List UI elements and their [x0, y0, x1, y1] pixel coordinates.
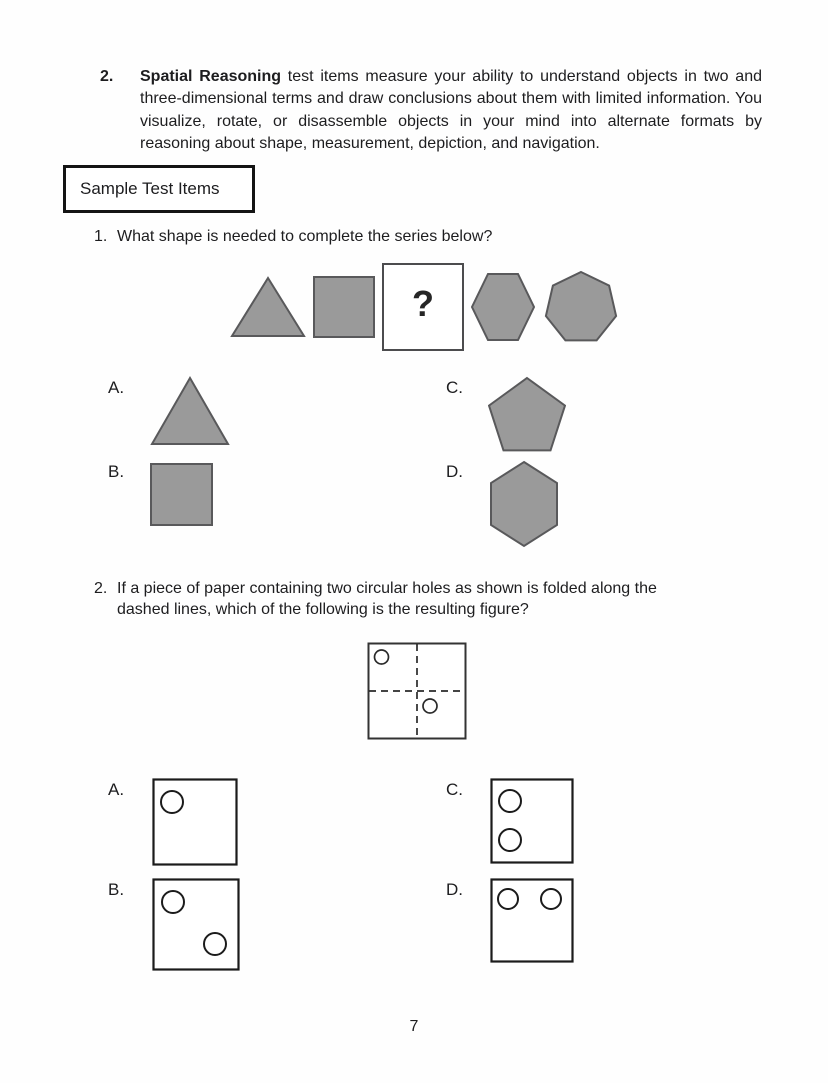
series-square-shape — [313, 276, 375, 338]
q2-option-b-label: B. — [108, 879, 125, 899]
q1-option-c — [446, 376, 828, 454]
page-number: 7 — [409, 1018, 419, 1035]
question-1-number: 1. — [94, 227, 108, 245]
question-2-number: 2. — [94, 579, 108, 597]
question-mark-placeholder: ? — [412, 283, 434, 325]
q1-option-d-label: D. — [446, 461, 463, 481]
series-triangle-shape — [230, 276, 306, 338]
question-1-text: What shape is needed to complete the series below? — [117, 227, 493, 245]
q1-option-c-pentagon-shape — [488, 376, 566, 454]
intro-lead-bold: Spatial Reasoning — [140, 68, 282, 85]
intro-body-text: test items measure your ability to understand objects in two and three-dimensional terms and draw conclusions about them with limited information. You visualize, rotate, or disassemble objects in your mind into alternate formats by reasoning about shape, measurement, depiction, and navigation. — [140, 68, 762, 153]
q2-option-d-label: D. — [446, 879, 463, 899]
q2-option-c-figure — [490, 778, 574, 864]
series-heptagon-shape — [542, 270, 620, 344]
question-2-text: If a piece of paper containing two circular holes as shown is folded along the dashed lines, which of the following is the resulting figure? — [117, 579, 657, 618]
intro-paragraph — [100, 66, 762, 156]
q1-option-b-label: B. — [108, 461, 125, 481]
intro-paragraph-text — [140, 66, 762, 156]
q2-option-b — [108, 878, 446, 971]
intro-paragraph-number: 2. — [100, 68, 114, 85]
folded-paper-figure — [367, 642, 467, 740]
paper-hole-below-center — [423, 699, 437, 713]
q1-option-b — [108, 460, 446, 548]
shape-series-figure — [230, 263, 828, 352]
question-2-options — [108, 778, 828, 971]
q1-option-d-hexagon-shape — [488, 460, 560, 548]
q1-option-a — [108, 376, 446, 454]
q2-option-d — [446, 878, 828, 971]
q1-option-b-square-shape — [150, 463, 213, 526]
series-hexagon-shape — [471, 271, 535, 343]
series-question-box — [382, 263, 464, 351]
sample-test-items-heading: Sample Test Items — [63, 165, 255, 213]
q2-option-b-figure — [152, 878, 240, 971]
q1-option-a-label: A. — [108, 377, 125, 397]
q2-option-c-label: C. — [446, 779, 463, 799]
q1-option-c-label: C. — [446, 377, 463, 397]
q2-option-c — [446, 778, 828, 866]
question-1 — [94, 226, 828, 247]
question-2 — [94, 578, 828, 620]
q1-option-d — [446, 460, 828, 548]
question-1-options — [108, 376, 828, 548]
q2-option-a-figure — [152, 778, 238, 866]
paper-hole-upper-left — [375, 650, 389, 664]
q2-option-a-label: A. — [108, 779, 125, 799]
q2-option-d-figure — [490, 878, 574, 963]
q1-option-a-triangle-shape — [150, 376, 230, 446]
q2-option-a — [108, 778, 446, 866]
